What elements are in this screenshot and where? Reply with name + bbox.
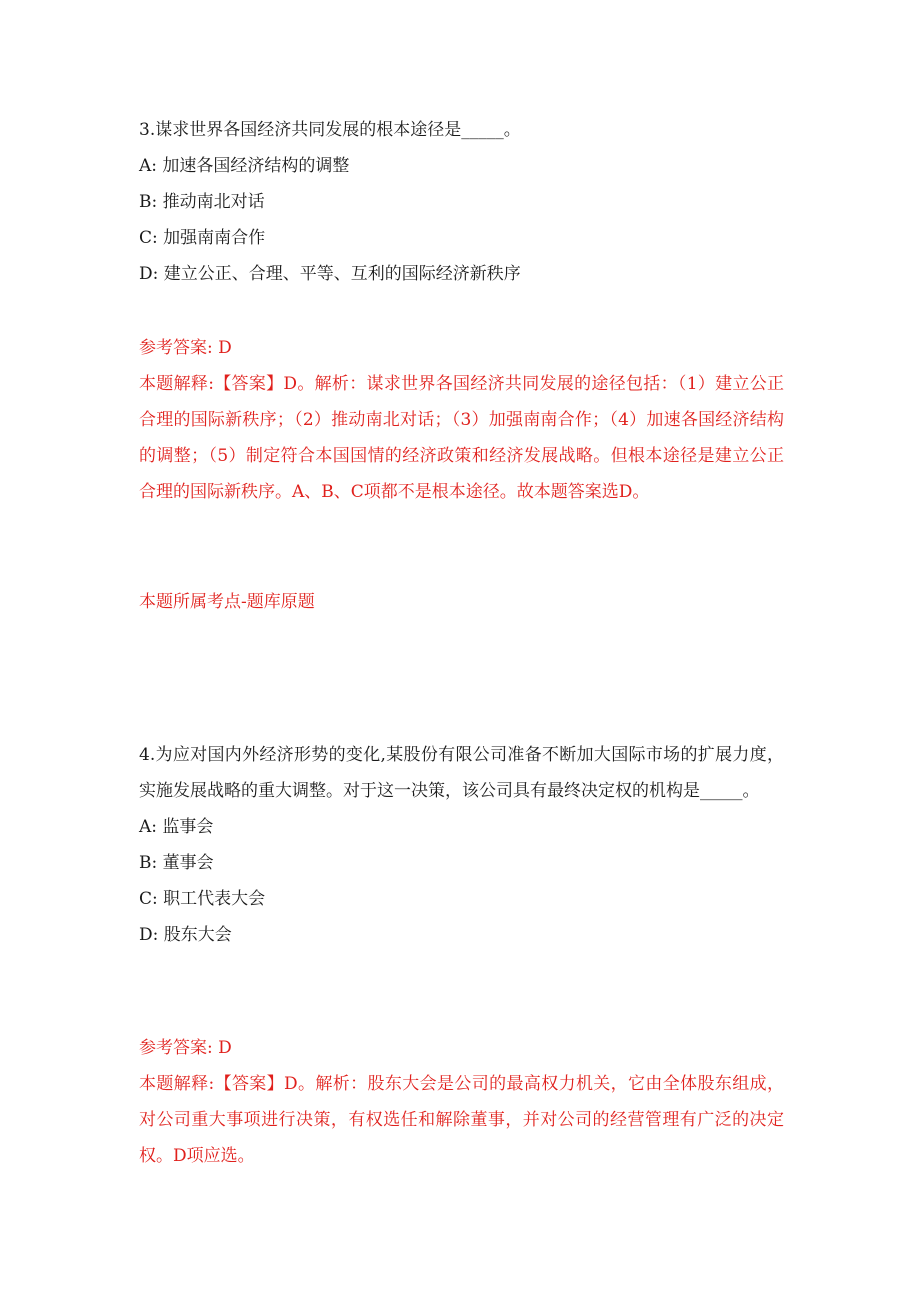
- option-b: B: 董事会: [139, 853, 214, 873]
- explanation: 本题解释:【答案】D。解析：股东大会是公司的最高权力机关，它由全体股东组成，对公司重大事项进行决策，有权选任和解除董事，并对公司的经营管理有广泛的决定权。D项应选。: [139, 1074, 784, 1166]
- option-c: C: 职工代表大会: [139, 889, 266, 909]
- explanation: 本题解释:【答案】D。解析：谋求世界各国经济共同发展的途径包括：（1）建立公正合理的国际新秩序；（2）推动南北对话；（3）加强南南合作；（4）加速各国经济结构的调整；（5）制定符合本国国情的经济政策和经济发展战略。但根本途径是建立公正合理的国际新秩序。A、B、C项都不是根本途径。故本题答案选D。: [139, 374, 784, 502]
- option-c: C: 加强南南合作: [139, 228, 266, 248]
- question-4: [139, 737, 784, 953]
- option-b: B: 推动南北对话: [139, 192, 265, 212]
- question-3: [139, 112, 784, 292]
- option-d: D: 建立公正、合理、平等、互利的国际经济新秩序: [139, 264, 521, 284]
- option-a: A: 监事会: [139, 817, 214, 837]
- reference-answer: 参考答案: D: [139, 1038, 232, 1058]
- question-stem: 3.谋求世界各国经济共同发展的根本途径是_____。: [139, 120, 521, 140]
- option-d: D: 股东大会: [139, 925, 232, 945]
- knowledge-point: [139, 584, 784, 620]
- answer-block-3: [139, 330, 784, 510]
- option-a: A: 加速各国经济结构的调整: [139, 156, 350, 176]
- answer-block-4: [139, 1030, 784, 1174]
- question-stem: 4.为应对国内外经济形势的变化,某股份有限公司准备不断加大国际市场的扩展力度，实施发展战略的重大调整。对于这一决策，该公司具有最终决定权的机构是_____。: [139, 745, 784, 801]
- reference-answer: 参考答案: D: [139, 338, 232, 358]
- knowledge-point-label: 本题所属考点-题库原题: [139, 592, 315, 612]
